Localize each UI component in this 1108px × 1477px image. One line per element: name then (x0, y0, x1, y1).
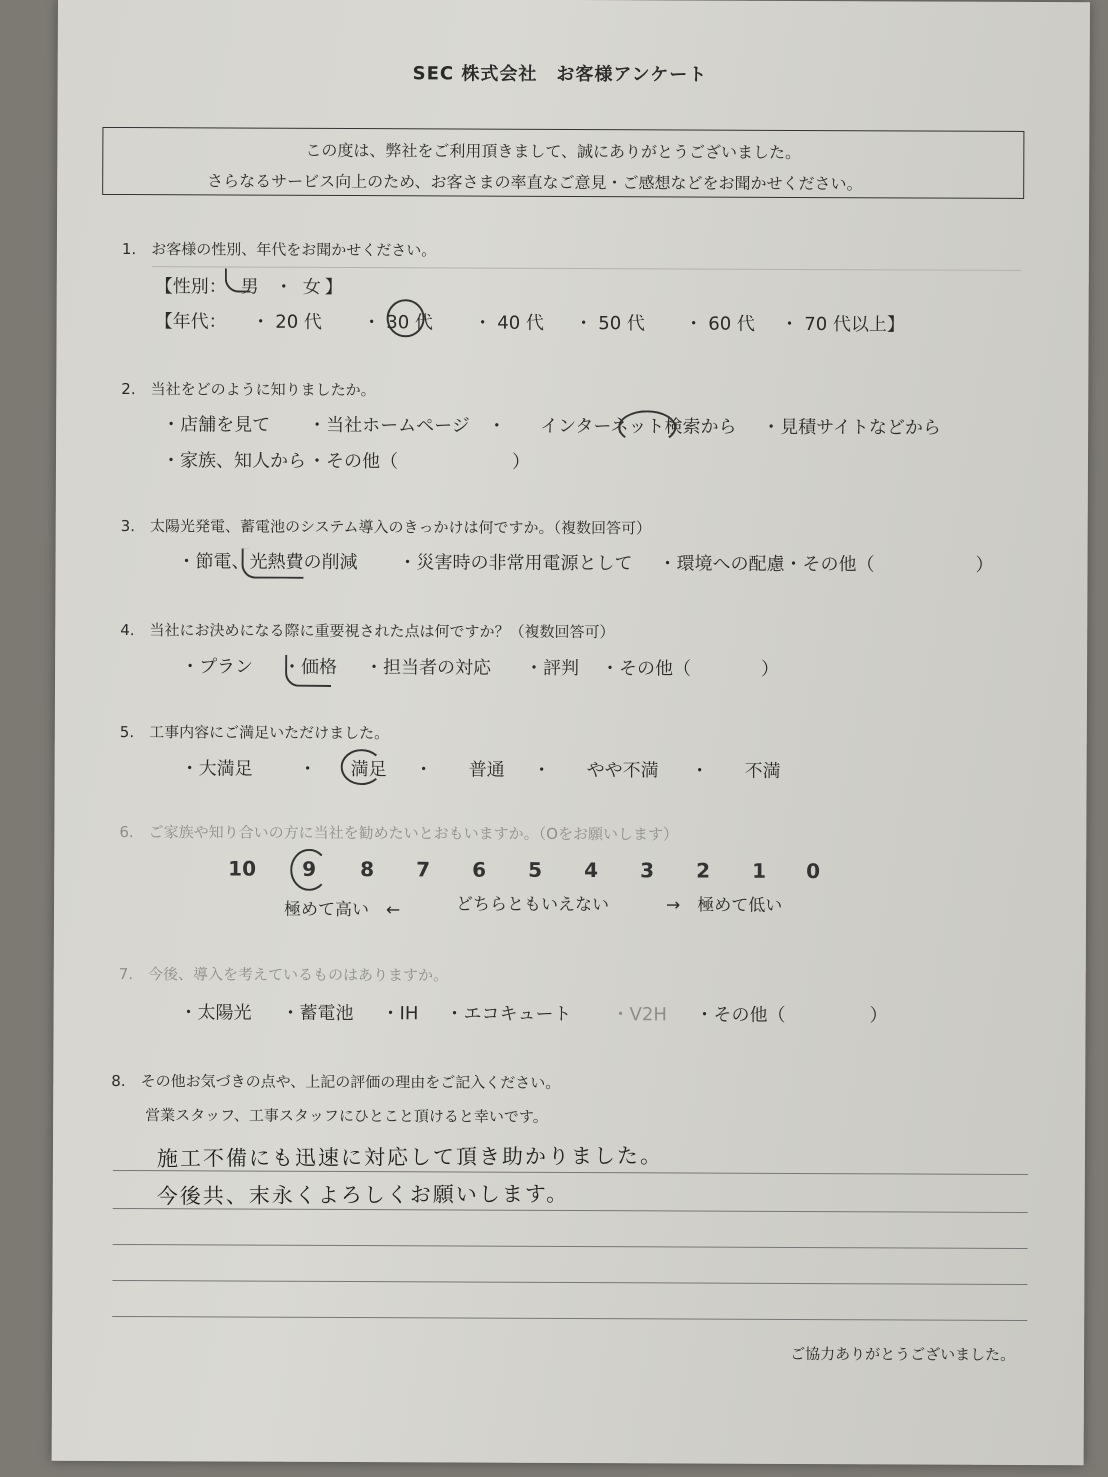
q5-option[interactable]: ・大満足 (180, 758, 253, 780)
age-label: 【年代： (154, 311, 227, 333)
q6-question: 6. ご家族や知り合いの方に当社を勧めたいとおもいますか。（Oをお願いします） (119, 823, 679, 844)
age-option[interactable]: ・ 50 代 (574, 313, 645, 335)
handwritten-comment-line-1: 施工不備にも迅速に対応して頂き助かりました。 (156, 1143, 664, 1171)
scale-value[interactable]: 4 (584, 858, 599, 883)
handwritten-comment-line-2: 今後共、末永くよろしくお願いします。 (156, 1181, 570, 1209)
q4-option[interactable]: ・担当者の対応 (365, 657, 492, 679)
gender-label: 【性別： (154, 276, 227, 298)
q5-separator: ・ (414, 759, 433, 781)
mark-circle-9 (290, 849, 328, 891)
q2-bracket-close: ） (511, 451, 531, 473)
q5-option[interactable]: 不満 (744, 760, 781, 782)
mark-circle-energy-cost (241, 549, 303, 579)
mark-circle-satisfied (341, 749, 383, 785)
q7-option[interactable]: ・V2H (611, 1004, 667, 1026)
q5-option[interactable]: 普通 (468, 759, 505, 781)
q4-question: 4. 当社にお決めになる際に重要視された点は何ですか？（複数回答可） (120, 621, 615, 642)
q4-option[interactable]: ・評判 (525, 657, 580, 680)
scale-value[interactable]: 8 (360, 857, 375, 882)
q2-option[interactable]: ・店舗を見て (162, 414, 271, 436)
q4-option[interactable]: ・価格 (283, 656, 338, 678)
q7-option[interactable]: ・その他（ (695, 1004, 786, 1026)
gender-female-option[interactable]: 女 (302, 276, 321, 298)
q3-option[interactable]: ・災害時の非常用電源として (398, 552, 633, 575)
q7-option[interactable]: ・太陽光 (179, 1002, 252, 1024)
comment-line (112, 1316, 1027, 1321)
q4-option[interactable]: ・その他（ (601, 658, 692, 680)
mark-circle-male (225, 268, 251, 292)
gender-separator: ・ (274, 276, 293, 298)
closing-message: ご協力ありがとうございました。 (790, 1344, 1016, 1364)
scale-value[interactable]: 3 (640, 858, 655, 883)
q5-option[interactable]: 満足 (350, 759, 387, 781)
scale-value[interactable]: 2 (696, 858, 711, 883)
q2-option[interactable]: ・見積サイトなどから (762, 416, 941, 439)
q7-option[interactable]: ・エコキュート (445, 1003, 572, 1025)
gender-close: 】 (324, 276, 343, 298)
q5-separator: ・ (298, 758, 317, 780)
age-option[interactable]: ・ 70 代以上】 (780, 313, 905, 336)
q3-question: 3. 太陽光発電、蓄電池のシステム導入のきっかけは何ですか。（複数回答可） (120, 517, 652, 538)
comment-line (112, 1280, 1027, 1285)
q8-question: 8. その他お気づきの点や、上記の評価の理由をご記入ください。 (111, 1071, 561, 1092)
divider (152, 266, 1022, 271)
scale-value[interactable]: 7 (416, 857, 431, 882)
scale-value[interactable]: 5 (528, 857, 543, 882)
age-option[interactable]: ・ 20 代 (251, 311, 322, 333)
q3-bracket-close: ） (975, 554, 994, 576)
mark-circle-30 (387, 299, 425, 337)
q5-separator: ・ (690, 760, 709, 782)
comment-line (113, 1244, 1028, 1249)
age-option[interactable]: ・ 30 代 (362, 312, 433, 334)
mark-circle-price (285, 655, 331, 687)
scale-value[interactable]: 9 (302, 856, 317, 881)
q5-question: 5. 工事内容にご満足いただけました。 (119, 723, 390, 743)
mark-circle-internet (618, 410, 676, 444)
q8-subtext: 営業スタッフ、工事スタッフにひとこと頂けると幸いです。 (145, 1106, 548, 1126)
q2-option[interactable]: ・家族、知人から (161, 450, 307, 472)
q2-option[interactable]: インターネット検索から (540, 415, 737, 438)
comment-line (113, 1170, 1028, 1175)
scale-label-mid: どちらともいえない (456, 894, 610, 916)
intro-line-1: この度は、弊社をご利用頂きまして、誠にありがとうございました。 (305, 140, 802, 162)
scale-value[interactable]: 0 (806, 859, 821, 884)
q7-question: 7. 今後、導入を考えているものはありますか。 (118, 965, 449, 985)
scale-value[interactable]: 6 (472, 857, 487, 882)
age-option[interactable]: ・ 40 代 (473, 312, 544, 334)
q2-question: 2. 当社をどのように知りましたか。 (121, 380, 376, 400)
q2-option[interactable]: ・その他（ (307, 450, 399, 473)
q3-option[interactable]: ・節電、光熱費の削減 (177, 551, 358, 574)
gender-male-option[interactable]: 男 (240, 276, 259, 298)
scale-label-high: 極めて高い ← (283, 899, 401, 921)
q7-option[interactable]: ・蓄電池 (281, 1002, 354, 1025)
q3-option[interactable]: ・環境への配慮・その他（ (658, 553, 875, 576)
q5-separator: ・ (532, 759, 551, 781)
page-title: SEC 株式会社 お客様アンケート (412, 63, 708, 86)
q5-option[interactable]: やや不満 (586, 760, 659, 782)
q4-bracket-close: ） (761, 658, 780, 680)
q7-option[interactable]: ・IH (381, 1003, 419, 1025)
q4-option[interactable]: ・プラン (181, 656, 254, 678)
q1-question: 1. お客様の性別、年代をお聞かせください。 (121, 240, 437, 260)
q2-option[interactable]: ・当社ホームページ ・ (308, 414, 506, 437)
scale-value[interactable]: 10 (228, 856, 257, 881)
intro-line-2: さらなるサービス向上のため、お客さまの率直なご意見・ご感想などをお聞かせください。 (207, 171, 863, 194)
age-option[interactable]: ・ 60 代 (684, 313, 755, 335)
scale-value[interactable]: 1 (752, 858, 767, 883)
scale-label-low: → 極めて低い (666, 895, 783, 916)
survey-sheet (52, 0, 1090, 1465)
comment-line (113, 1208, 1028, 1213)
q7-bracket-close: ） (869, 1005, 888, 1027)
